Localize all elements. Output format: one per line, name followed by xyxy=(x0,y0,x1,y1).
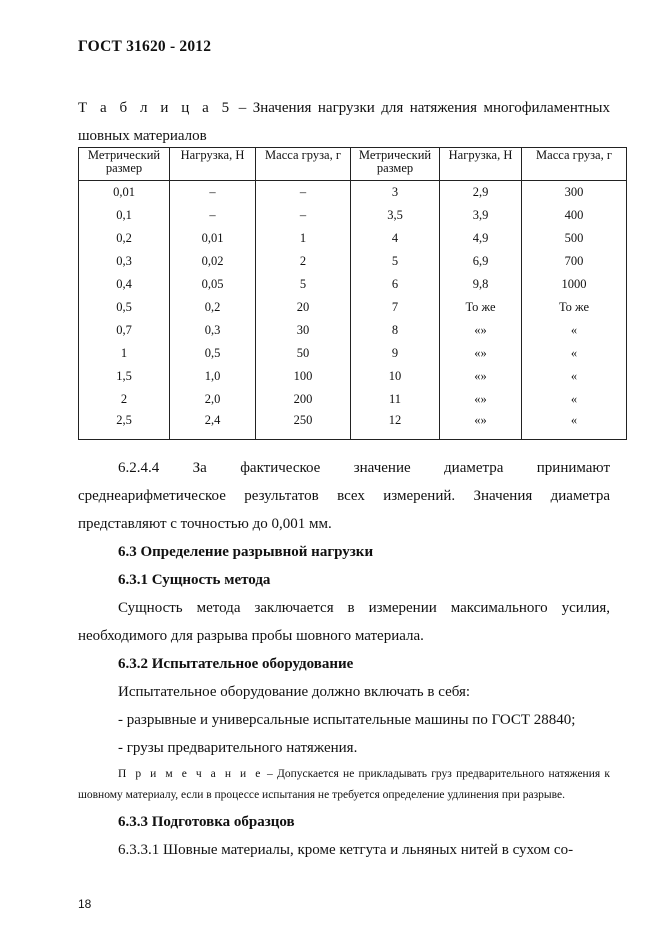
table-cell: 1 xyxy=(256,227,351,250)
table-cell: 0,4 xyxy=(79,273,170,296)
table-cell: 50 xyxy=(256,342,351,365)
table-row xyxy=(79,181,627,205)
page-number: 18 xyxy=(78,897,92,911)
table-cell: 8 xyxy=(351,319,440,342)
table-cell: 2,5 xyxy=(79,411,170,440)
table-cell: 0,02 xyxy=(170,250,256,273)
table-row xyxy=(79,319,627,342)
table-cell: – xyxy=(170,204,256,227)
table-cell: « xyxy=(522,411,627,440)
note xyxy=(78,764,610,806)
table-row xyxy=(79,342,627,365)
table-cell: 0,7 xyxy=(79,319,170,342)
paragraph-6-2-4-4: 6.2.4.4 За фактическое значение диаметра принимают среднеарифметическое результатов всех измерений. Значения диаметра представляют с точностью до 0,001 мм. xyxy=(78,460,610,532)
table-cell: « xyxy=(522,319,627,342)
table-column-header: Нагрузка, Н xyxy=(170,148,256,181)
table-cell: 12 xyxy=(351,411,440,440)
table-row xyxy=(79,411,627,440)
heading-6-3: 6.3 Определение разрывной нагрузки xyxy=(118,544,374,560)
table-cell: 0,01 xyxy=(79,181,170,205)
table-row xyxy=(79,365,627,388)
table-cell: 5 xyxy=(256,273,351,296)
table-cell: 0,2 xyxy=(79,227,170,250)
table-cell: 1,5 xyxy=(79,365,170,388)
table-cell: 3 xyxy=(351,181,440,205)
table-cell: 3,9 xyxy=(440,204,522,227)
table-cell: То же xyxy=(440,296,522,319)
load-table xyxy=(78,147,627,440)
table-cell: 1000 xyxy=(522,273,627,296)
table-cell: 11 xyxy=(351,388,440,411)
table-column-header: Метрический размер xyxy=(79,148,170,181)
table-cell: – xyxy=(256,204,351,227)
paragraph-6-3-3-1: 6.3.3.1 Шовные материалы, кроме кетгута и льняных нитей в сухом со- xyxy=(118,842,574,858)
table-cell: « xyxy=(522,365,627,388)
table-cell: – xyxy=(170,181,256,205)
table-cell: 0,3 xyxy=(170,319,256,342)
table-cell: 2,0 xyxy=(170,388,256,411)
table-cell: 0,5 xyxy=(170,342,256,365)
table-cell: 400 xyxy=(522,204,627,227)
heading-6-3-3: 6.3.3 Подготовка образцов xyxy=(118,814,295,830)
paragraph-method-essence: Сущность метода заключается в измерении максимального усилия, необходимого для разрыва пробы шовного материала. xyxy=(78,600,610,644)
table-row xyxy=(79,296,627,319)
table-cell: 10 xyxy=(351,365,440,388)
table-cell: «» xyxy=(440,319,522,342)
table-cell: 250 xyxy=(256,411,351,440)
paragraph-equipment: Испытательное оборудование должно включать в себя: xyxy=(118,684,471,700)
table-caption-text: Значения нагрузки для натяжения многофиламентных шовных материалов xyxy=(78,100,611,144)
table-cell: «» xyxy=(440,388,522,411)
table-caption-prefix: Т а б л и ц а 5 xyxy=(78,100,233,116)
table-cell: 2 xyxy=(79,388,170,411)
table-cell: «» xyxy=(440,365,522,388)
table-cell: 6 xyxy=(351,273,440,296)
table-cell: 0,2 xyxy=(170,296,256,319)
table-row xyxy=(79,227,627,250)
table-cell: 300 xyxy=(522,181,627,205)
table-row xyxy=(79,204,627,227)
table-row xyxy=(79,273,627,296)
table-row xyxy=(79,388,627,411)
table-cell: « xyxy=(522,342,627,365)
body-section xyxy=(78,454,610,864)
table-cell: 700 xyxy=(522,250,627,273)
table-cell: 200 xyxy=(256,388,351,411)
table-header-row xyxy=(79,148,627,181)
document-header: ГОСТ 31620 - 2012 xyxy=(78,38,212,55)
table-cell: 2,9 xyxy=(440,181,522,205)
table-cell: 4 xyxy=(351,227,440,250)
table-cell: 9,8 xyxy=(440,273,522,296)
table-column-header: Масса груза, г xyxy=(522,148,627,181)
table-cell: 3,5 xyxy=(351,204,440,227)
table-cell: 6,9 xyxy=(440,250,522,273)
table-column-header: Нагрузка, Н xyxy=(440,148,522,181)
table-cell: 100 xyxy=(256,365,351,388)
table-column-header: Метрический размер xyxy=(351,148,440,181)
heading-6-3-1: 6.3.1 Сущность метода xyxy=(118,572,271,588)
table-cell: 9 xyxy=(351,342,440,365)
table-caption-dash: – xyxy=(232,100,253,116)
note-label: П р и м е ч а н и е xyxy=(118,768,263,780)
table-cell: 0,01 xyxy=(170,227,256,250)
table-cell: «» xyxy=(440,411,522,440)
table-cell: 7 xyxy=(351,296,440,319)
list-item-machines: - разрывные и универсальные испытательные машины по ГОСТ 28840; xyxy=(118,712,576,728)
table-cell: 2 xyxy=(256,250,351,273)
list-item-weights: - грузы предварительного натяжения. xyxy=(118,740,358,756)
table-cell: 30 xyxy=(256,319,351,342)
table-cell: 5 xyxy=(351,250,440,273)
table-cell: « xyxy=(522,388,627,411)
table-cell: 0,5 xyxy=(79,296,170,319)
table-body xyxy=(79,181,627,440)
table-cell: 0,3 xyxy=(79,250,170,273)
note-text: – Допускается не прикладывать груз предварительного натяжения к шовному материалу, если в процессе испытания не требуется определение удлинения при разрыве. xyxy=(78,768,610,801)
table-cell: 2,4 xyxy=(170,411,256,440)
table-row xyxy=(79,250,627,273)
table-cell: 4,9 xyxy=(440,227,522,250)
table-cell: 20 xyxy=(256,296,351,319)
table-column-header: Масса груза, г xyxy=(256,148,351,181)
table-cell: 1 xyxy=(79,342,170,365)
table-cell: «» xyxy=(440,342,522,365)
table-cell: 0,1 xyxy=(79,204,170,227)
table-cell: 0,05 xyxy=(170,273,256,296)
table-caption xyxy=(78,94,610,150)
table-cell: 500 xyxy=(522,227,627,250)
heading-6-3-2: 6.3.2 Испытательное оборудование xyxy=(118,656,354,672)
table-cell: 1,0 xyxy=(170,365,256,388)
table-cell: – xyxy=(256,181,351,205)
table-cell: То же xyxy=(522,296,627,319)
